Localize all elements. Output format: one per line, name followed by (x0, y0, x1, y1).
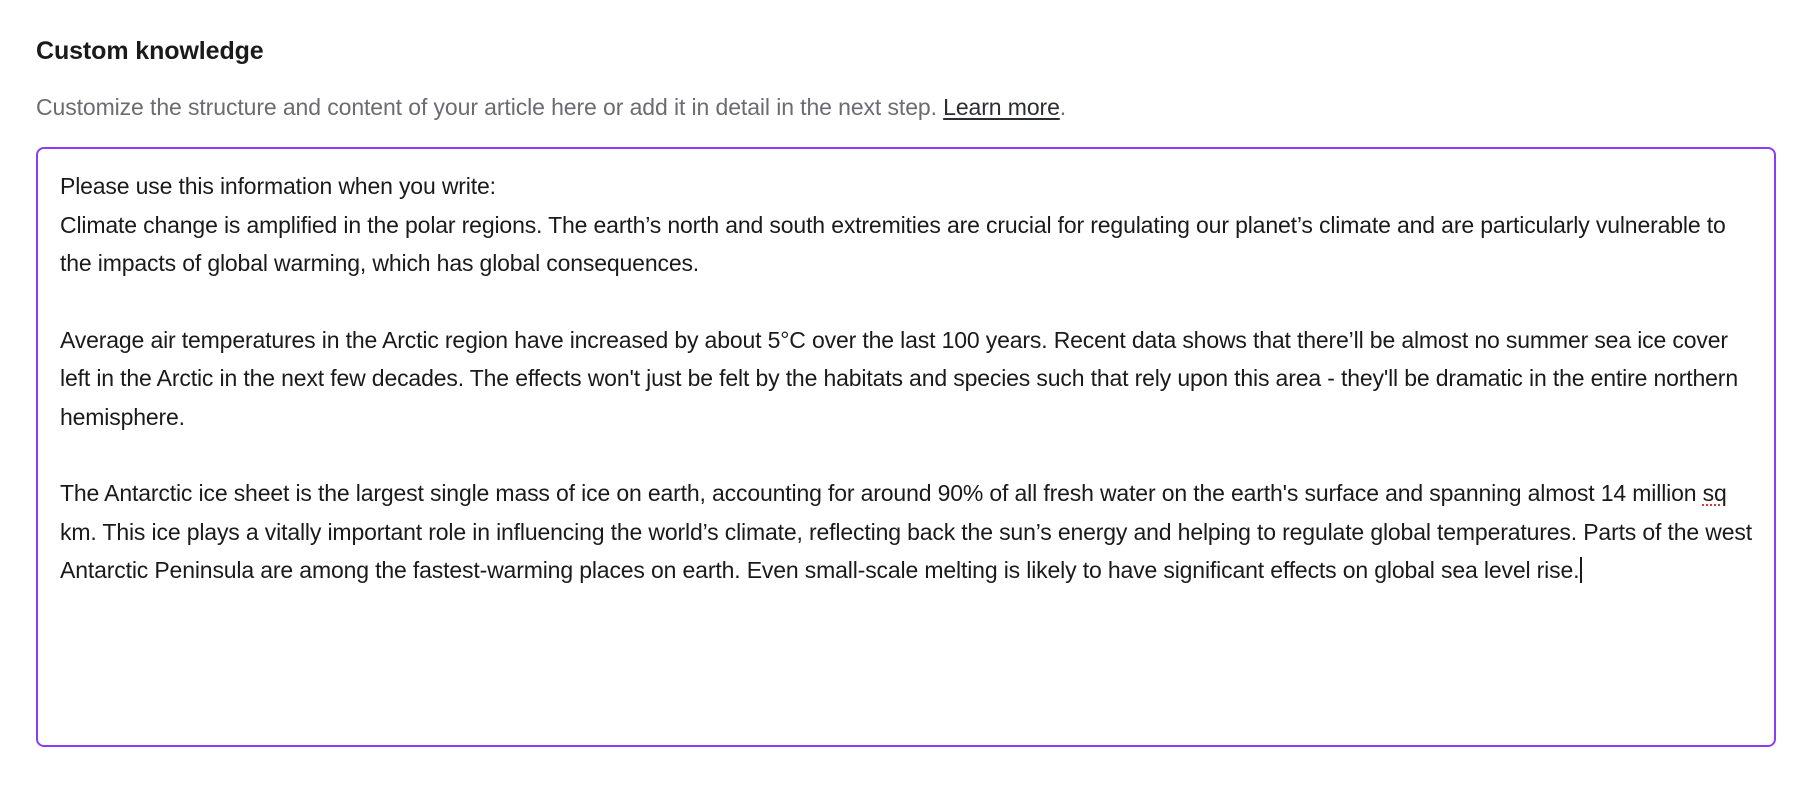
section-description-text-after-link: . (1059, 94, 1067, 120)
misspelled-word: sq (1702, 480, 1727, 507)
section-description-text-before-link: Customize the structure and content of your article here or add it in detail in the next step. (36, 94, 944, 120)
custom-knowledge-content[interactable] (60, 167, 1757, 589)
page-title: Custom knowledge (36, 37, 264, 65)
knowledge-paragraph-2: Average air temperatures in the Arctic region have increased by about 5°C over the last 100 years. Recent data shows that there’ll be almost no summer sea ice cover left in the Arctic in the next few decades. The effects won't just be felt by the habitats and species such that rely upon this area - they'll be dramatic in the entire northern hemisphere. (60, 326, 1745, 430)
section-description (36, 91, 1772, 123)
learn-more-link[interactable]: Learn more (943, 94, 1060, 120)
knowledge-paragraph-1-line-2: Climate change is amplified in the polar regions. The earth’s north and south extremities are crucial for regulating our planet’s climate and are particularly vulnerable to the impacts of global warming, which has global consequences. (60, 211, 1732, 276)
text-cursor (1580, 557, 1582, 583)
knowledge-paragraph-3-part-1: The Antarctic ice sheet is the largest single mass of ice on earth, accounting for around 90% of all fresh water on the earth's surface and spanning almost 14 million (60, 480, 1703, 507)
knowledge-paragraph-3-part-2: km. This ice plays a vitally important role in influencing the world’s climate, reflecting back the sun’s energy and helping to regulate global temperatures. Parts of the west Antarctic Peninsula are among the fastest-warming places on earth. Even small-scale melting is likely to have significant effects on global sea level rise. (60, 480, 1757, 584)
knowledge-paragraph-1-line-1: Please use this information when you write: (60, 173, 496, 200)
custom-knowledge-textarea[interactable] (36, 147, 1776, 747)
